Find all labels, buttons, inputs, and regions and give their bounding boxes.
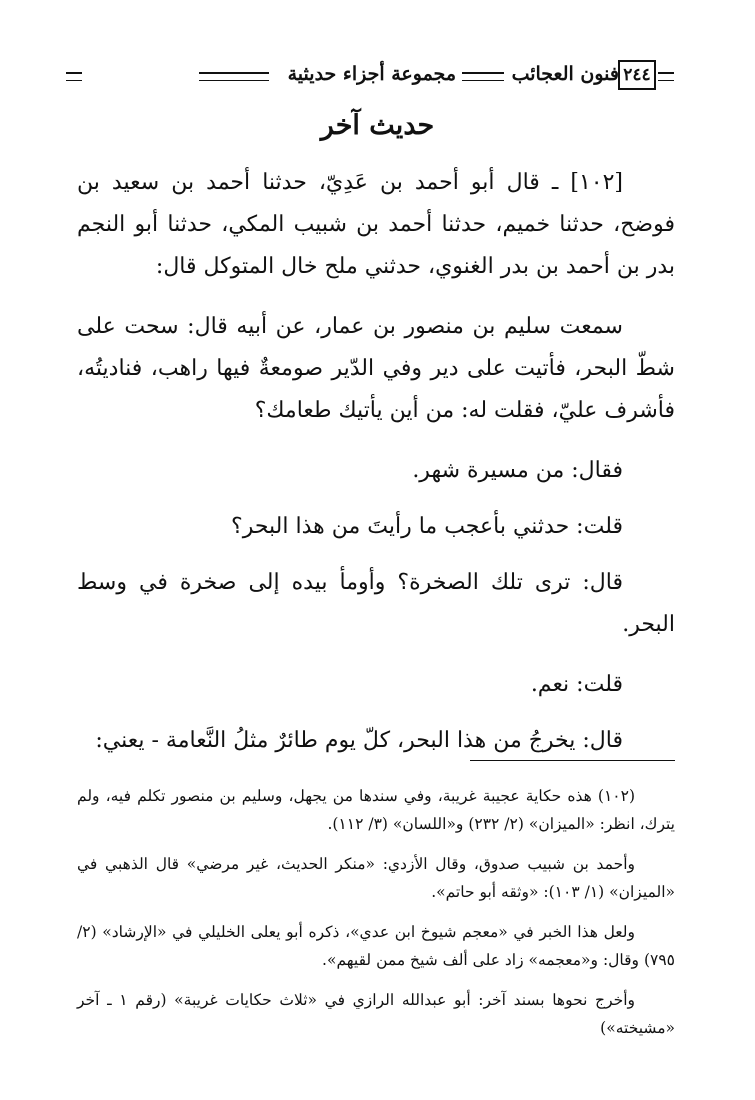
footnote-separator xyxy=(470,760,675,761)
page-number: ٢٤٤ xyxy=(618,60,656,90)
header-rule xyxy=(658,72,674,81)
header-rule xyxy=(199,72,269,81)
paragraph-dialogue: قال: ترى تلك الصخرة؟ وأومأ بيده إلى صخرة في وسط البحر. xyxy=(77,570,675,637)
footnote: ولعل هذا الخبر في «معجم شيوخ ابن عدي»، ذكره أبو يعلى الخليلي في «الإرشاد» (٢/ ٧٩٥) وقال: و«معجمه» زاد على ألف شيخ ممن لقيهم». xyxy=(77,923,675,969)
paragraph-dialogue: قلت: نعم. xyxy=(530,672,623,697)
book-title: فنون العجائب xyxy=(511,63,619,85)
footnote: وأخرج نحوها بسند آخر: أبو عبدالله الرازي في «ثلاث حكايات غريبة» (رقم ١ ـ آخر «مشيخته») xyxy=(77,991,675,1037)
running-header xyxy=(70,56,674,92)
section-title: حديث آخر xyxy=(320,110,435,141)
footnote: وأحمد بن شبيب صدوق، وقال الأزدي: «منكر الحديث، غير مرضي» قال الذهبي في «الميزان» (١/ ١٠٣): «وثقه أبو حاتم». xyxy=(77,855,675,901)
paragraph-narration: سمعت سليم بن منصور بن عمار، عن أبيه قال: سحت على شطّ البحر، فأتيت على دير وفي الدّير صومعةٌ فيها راهب، فناديتُه، فأشرف عليّ، فقلت له: من أين يأتيك طعامك؟ xyxy=(77,314,675,423)
footnotes xyxy=(77,782,675,1054)
paragraph-dialogue: قال: يخرجُ من هذا البحر، كلّ يوم طائرٌ مثلُ النَّعامة - يعني: xyxy=(95,728,623,753)
header-rule xyxy=(66,72,82,81)
paragraph-dialogue: قلت: حدثني بأعجب ما رأيتَ من هذا البحر؟ xyxy=(231,514,623,539)
main-text xyxy=(77,162,675,776)
paragraph-isnad: [١٠٢] ـ قال أبو أحمد بن عَدِيّ، حدثنا أحمد بن سعيد بن فوضح، حدثنا خميم، حدثنا أحمد بن شبيب المكي، حدثنا أبو النجم بدر بن أحمد بن بدر الغنوي، حدثني ملح خال المتوكل قال: xyxy=(77,170,675,279)
paragraph-dialogue: فقال: من مسيرة شهر. xyxy=(412,458,623,483)
series-title: مجموعة أجزاء حديثية xyxy=(287,63,456,85)
footnote: (١٠٢) هذه حكاية عجيبة غريبة، وفي سندها من يجهل، وسليم بن منصور تكلم فيه، ولم يترك، انظر: «الميزان» (٢/ ٢٣٢) و«اللسان» (٣/ ١١٢). xyxy=(77,787,675,833)
header-rule xyxy=(462,72,504,81)
